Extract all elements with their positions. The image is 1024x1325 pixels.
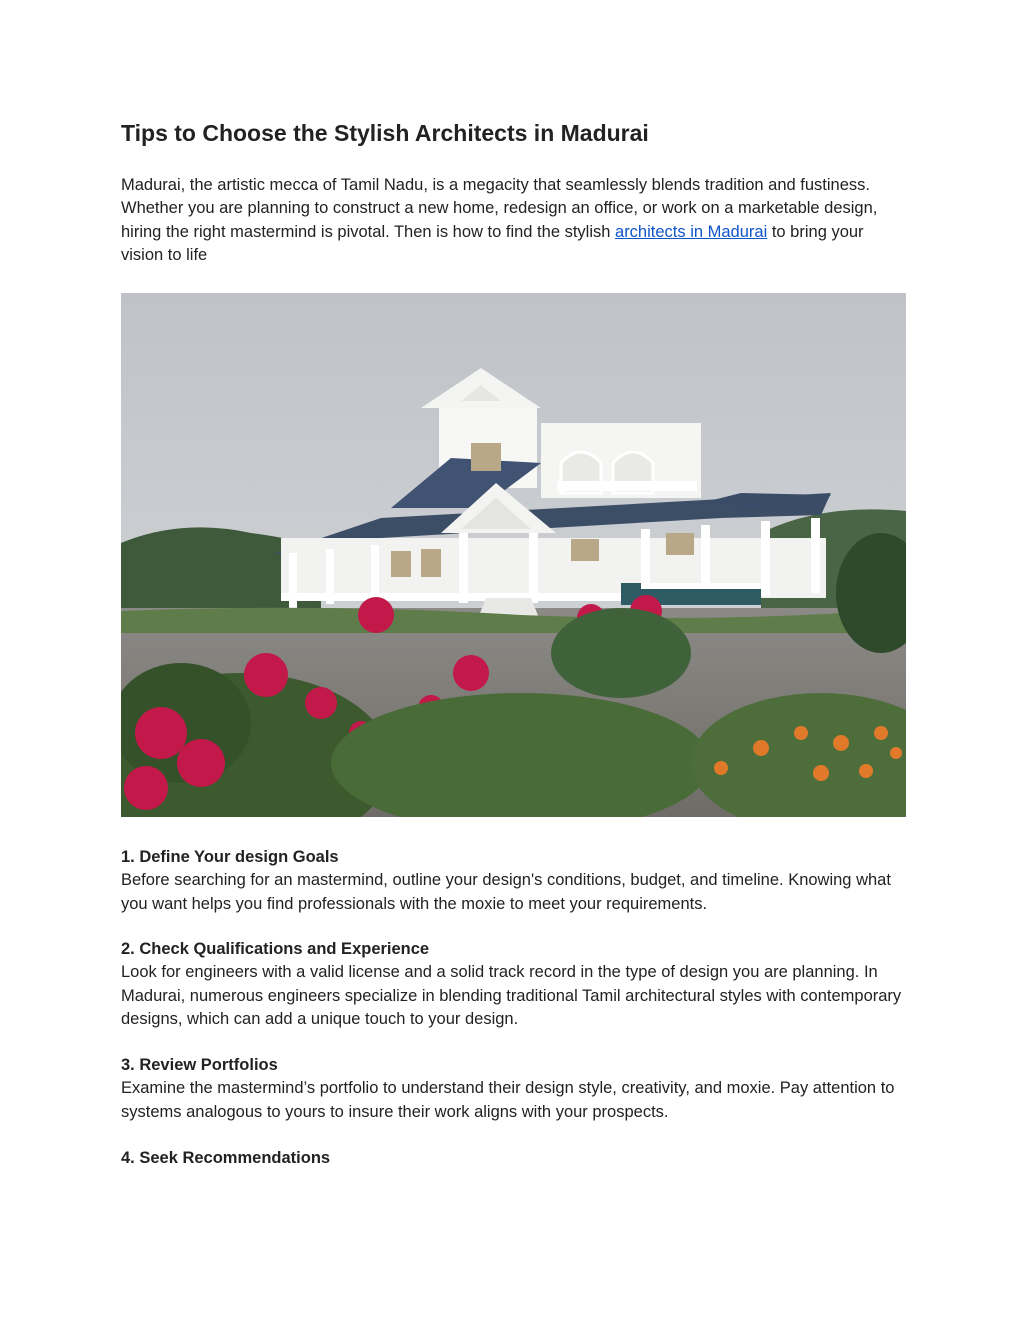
tip-heading: 4. Seek Recommendations <box>121 1149 331 1167</box>
house-photo <box>121 293 906 817</box>
tip-section-4 <box>121 1147 906 1170</box>
tip-body: Look for engineers with a valid license and a solid track record in the type of design you are planning. In Madurai, numerous engineers specialize in blending traditional Tamil architectural styles with contemporary designs, which can add a unique touch to your design. <box>121 963 902 1029</box>
page-title: Tips to Choose the Stylish Architects in Madurai <box>121 120 649 146</box>
tip-section-3 <box>121 1054 906 1124</box>
intro-text-after: to bring your vision to life <box>121 222 864 265</box>
tip-section-2 <box>121 938 906 1032</box>
tip-body: Before searching for an mastermind, outline your design's conditions, budget, and timeline. Knowing what you want helps you find professionals with the moxie to meet your requirements. <box>121 871 891 913</box>
tip-section-1 <box>121 846 906 916</box>
intro-text-before: Madurai, the artistic mecca of Tamil Nadu, is a megacity that seamlessly blends tradition and fustiness. Whether you are planning to construct a new home, redesign an office, or work on a marketable design, hiring the right mastermind is pivotal. Then is how to find the stylish <box>121 176 878 241</box>
tip-heading: 3. Review Portfolios <box>121 1056 278 1074</box>
architects-in-madurai-link[interactable]: architects in Madurai <box>615 222 768 241</box>
tip-heading: 2. Check Qualifications and Experience <box>121 940 430 958</box>
tip-body: Examine the mastermind’s portfolio to understand their design style, creativity, and moxie. Pay attention to systems analogous to yours to insure their work aligns with your prospects. <box>121 1079 895 1121</box>
intro-paragraph <box>121 174 906 268</box>
tip-heading: 1. Define Your design Goals <box>121 848 339 866</box>
